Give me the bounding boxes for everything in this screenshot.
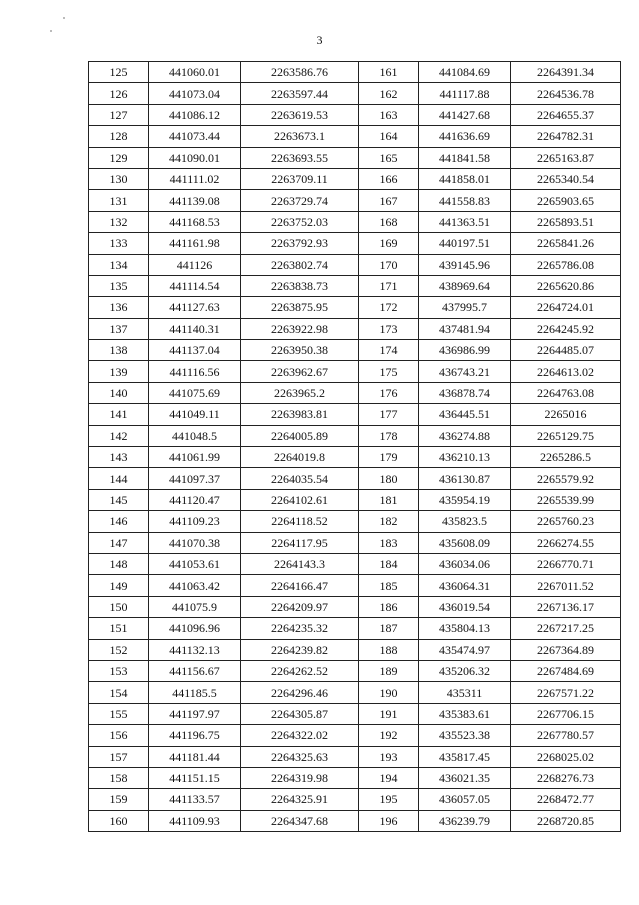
table-row xyxy=(359,553,621,574)
x-coordinate-cell: 435608.09 xyxy=(419,532,511,553)
table-row xyxy=(359,211,621,232)
table-row xyxy=(89,532,359,553)
point-number-cell: 138 xyxy=(89,340,149,361)
point-number-cell: 183 xyxy=(359,532,419,553)
point-number-cell: 155 xyxy=(89,703,149,724)
y-coordinate-cell: 2264724.01 xyxy=(511,297,621,318)
point-number-cell: 137 xyxy=(89,318,149,339)
table-row xyxy=(89,425,359,446)
point-number-cell: 163 xyxy=(359,104,419,125)
table-row xyxy=(89,382,359,403)
y-coordinate-cell: 2264239.82 xyxy=(241,639,359,660)
x-coordinate-cell: 436021.35 xyxy=(419,767,511,788)
point-number-cell: 136 xyxy=(89,297,149,318)
table-row xyxy=(359,254,621,275)
x-coordinate-cell: 441841.58 xyxy=(419,147,511,168)
x-coordinate-cell: 441075.69 xyxy=(149,382,241,403)
x-coordinate-cell: 441156.67 xyxy=(149,660,241,681)
table-row xyxy=(89,703,359,724)
table-row xyxy=(359,682,621,703)
y-coordinate-cell: 2265903.65 xyxy=(511,190,621,211)
y-coordinate-cell: 2264763.08 xyxy=(511,382,621,403)
point-number-cell: 192 xyxy=(359,725,419,746)
y-coordinate-cell: 2265016 xyxy=(511,404,621,425)
table-row xyxy=(89,83,359,104)
x-coordinate-cell: 441109.93 xyxy=(149,810,241,831)
y-coordinate-cell: 2268276.73 xyxy=(511,767,621,788)
point-number-cell: 170 xyxy=(359,254,419,275)
x-coordinate-cell: 441053.61 xyxy=(149,553,241,574)
y-coordinate-cell: 2263965.2 xyxy=(241,382,359,403)
table-row xyxy=(359,83,621,104)
table-row xyxy=(359,511,621,532)
x-coordinate-cell: 441168.53 xyxy=(149,211,241,232)
point-number-cell: 157 xyxy=(89,746,149,767)
y-coordinate-cell: 2264005.89 xyxy=(241,425,359,446)
x-coordinate-cell: 441196.75 xyxy=(149,725,241,746)
table-row xyxy=(89,810,359,831)
x-coordinate-cell: 436130.87 xyxy=(419,468,511,489)
y-coordinate-cell: 2265893.51 xyxy=(511,211,621,232)
table-body-left xyxy=(89,62,359,832)
x-coordinate-cell: 436034.06 xyxy=(419,553,511,574)
y-coordinate-cell: 2264035.54 xyxy=(241,468,359,489)
x-coordinate-cell: 441139.08 xyxy=(149,190,241,211)
point-number-cell: 127 xyxy=(89,104,149,125)
point-number-cell: 135 xyxy=(89,275,149,296)
x-coordinate-cell: 436019.54 xyxy=(419,596,511,617)
y-coordinate-cell: 2265286.5 xyxy=(511,447,621,468)
point-number-cell: 193 xyxy=(359,746,419,767)
table-row xyxy=(359,233,621,254)
table-row xyxy=(89,511,359,532)
x-coordinate-cell: 436064.31 xyxy=(419,575,511,596)
table-row xyxy=(359,575,621,596)
table-row xyxy=(359,104,621,125)
table-row xyxy=(89,318,359,339)
page-number: 3 xyxy=(316,33,323,47)
x-coordinate-cell: 441070.38 xyxy=(149,532,241,553)
point-number-cell: 126 xyxy=(89,83,149,104)
point-number-cell: 125 xyxy=(89,62,149,83)
table-row xyxy=(89,489,359,510)
x-coordinate-cell: 441132.13 xyxy=(149,639,241,660)
table-row xyxy=(89,254,359,275)
table-row xyxy=(359,725,621,746)
x-coordinate-cell: 441185.5 xyxy=(149,682,241,703)
point-number-cell: 162 xyxy=(359,83,419,104)
point-number-cell: 166 xyxy=(359,168,419,189)
y-coordinate-cell: 2265340.54 xyxy=(511,168,621,189)
y-coordinate-cell: 2266274.55 xyxy=(511,532,621,553)
table-row xyxy=(89,725,359,746)
x-coordinate-cell: 441090.01 xyxy=(149,147,241,168)
point-number-cell: 173 xyxy=(359,318,419,339)
table-row xyxy=(359,275,621,296)
table-row xyxy=(89,767,359,788)
y-coordinate-cell: 2264143.3 xyxy=(241,553,359,574)
x-coordinate-cell: 435823.5 xyxy=(419,511,511,532)
coordinates-table-left xyxy=(88,61,359,832)
table-row xyxy=(89,211,359,232)
y-coordinate-cell: 2264262.52 xyxy=(241,660,359,681)
table-row xyxy=(89,404,359,425)
y-coordinate-cell: 2263983.81 xyxy=(241,404,359,425)
point-number-cell: 154 xyxy=(89,682,149,703)
table-row xyxy=(359,126,621,147)
y-coordinate-cell: 2265579.92 xyxy=(511,468,621,489)
table-row xyxy=(89,62,359,83)
y-coordinate-cell: 2264166.47 xyxy=(241,575,359,596)
y-coordinate-cell: 2267217.25 xyxy=(511,618,621,639)
table-row xyxy=(359,703,621,724)
point-number-cell: 178 xyxy=(359,425,419,446)
table-row xyxy=(359,618,621,639)
point-number-cell: 130 xyxy=(89,168,149,189)
point-number-cell: 150 xyxy=(89,596,149,617)
point-number-cell: 190 xyxy=(359,682,419,703)
y-coordinate-cell: 2268720.85 xyxy=(511,810,621,831)
y-coordinate-cell: 2265163.87 xyxy=(511,147,621,168)
y-coordinate-cell: 2267364.89 xyxy=(511,639,621,660)
table-row xyxy=(89,553,359,574)
table-row xyxy=(89,168,359,189)
table-row xyxy=(89,275,359,296)
table-row xyxy=(359,340,621,361)
y-coordinate-cell: 2268472.77 xyxy=(511,789,621,810)
table-row xyxy=(89,297,359,318)
point-number-cell: 184 xyxy=(359,553,419,574)
point-number-cell: 160 xyxy=(89,810,149,831)
y-coordinate-cell: 2267571.22 xyxy=(511,682,621,703)
point-number-cell: 153 xyxy=(89,660,149,681)
point-number-cell: 191 xyxy=(359,703,419,724)
x-coordinate-cell: 441086.12 xyxy=(149,104,241,125)
x-coordinate-cell: 441084.69 xyxy=(419,62,511,83)
table-row xyxy=(359,639,621,660)
point-number-cell: 167 xyxy=(359,190,419,211)
point-number-cell: 187 xyxy=(359,618,419,639)
table-row xyxy=(89,104,359,125)
point-number-cell: 177 xyxy=(359,404,419,425)
x-coordinate-cell: 441116.56 xyxy=(149,361,241,382)
x-coordinate-cell: 435311 xyxy=(419,682,511,703)
y-coordinate-cell: 2263802.74 xyxy=(241,254,359,275)
y-coordinate-cell: 2263586.76 xyxy=(241,62,359,83)
scan-speck xyxy=(63,17,65,19)
point-number-cell: 194 xyxy=(359,767,419,788)
table-row xyxy=(359,318,621,339)
point-number-cell: 182 xyxy=(359,511,419,532)
point-number-cell: 181 xyxy=(359,489,419,510)
point-number-cell: 129 xyxy=(89,147,149,168)
point-number-cell: 133 xyxy=(89,233,149,254)
x-coordinate-cell: 441061.99 xyxy=(149,447,241,468)
x-coordinate-cell: 441140.31 xyxy=(149,318,241,339)
y-coordinate-cell: 2263709.11 xyxy=(241,168,359,189)
y-coordinate-cell: 2263962.67 xyxy=(241,361,359,382)
point-number-cell: 156 xyxy=(89,725,149,746)
y-coordinate-cell: 2267136.17 xyxy=(511,596,621,617)
x-coordinate-cell: 441161.98 xyxy=(149,233,241,254)
point-number-cell: 189 xyxy=(359,660,419,681)
x-coordinate-cell: 436743.21 xyxy=(419,361,511,382)
x-coordinate-cell: 441858.01 xyxy=(419,168,511,189)
point-number-cell: 141 xyxy=(89,404,149,425)
point-number-cell: 149 xyxy=(89,575,149,596)
x-coordinate-cell: 441063.42 xyxy=(149,575,241,596)
point-number-cell: 164 xyxy=(359,126,419,147)
table-row xyxy=(359,382,621,403)
y-coordinate-cell: 2264235.32 xyxy=(241,618,359,639)
point-number-cell: 140 xyxy=(89,382,149,403)
x-coordinate-cell: 441558.83 xyxy=(419,190,511,211)
x-coordinate-cell: 435954.19 xyxy=(419,489,511,510)
table-row xyxy=(359,168,621,189)
table-row xyxy=(89,468,359,489)
table-row xyxy=(359,404,621,425)
point-number-cell: 175 xyxy=(359,361,419,382)
point-number-cell: 146 xyxy=(89,511,149,532)
point-number-cell: 188 xyxy=(359,639,419,660)
table-row xyxy=(359,361,621,382)
x-coordinate-cell: 441114.54 xyxy=(149,275,241,296)
point-number-cell: 143 xyxy=(89,447,149,468)
table-row xyxy=(359,660,621,681)
x-coordinate-cell: 441363.51 xyxy=(419,211,511,232)
x-coordinate-cell: 441126 xyxy=(149,254,241,275)
table-row xyxy=(359,147,621,168)
table-row xyxy=(359,190,621,211)
point-number-cell: 131 xyxy=(89,190,149,211)
x-coordinate-cell: 441109.23 xyxy=(149,511,241,532)
table-row xyxy=(359,468,621,489)
x-coordinate-cell: 441127.63 xyxy=(149,297,241,318)
table-body-right xyxy=(359,62,621,832)
table-row xyxy=(89,596,359,617)
x-coordinate-cell: 436274.88 xyxy=(419,425,511,446)
point-number-cell: 196 xyxy=(359,810,419,831)
table-row xyxy=(359,489,621,510)
point-number-cell: 128 xyxy=(89,126,149,147)
y-coordinate-cell: 2264019.8 xyxy=(241,447,359,468)
x-coordinate-cell: 441133.57 xyxy=(149,789,241,810)
table-row xyxy=(359,425,621,446)
y-coordinate-cell: 2264209.97 xyxy=(241,596,359,617)
point-number-cell: 171 xyxy=(359,275,419,296)
x-coordinate-cell: 441097.37 xyxy=(149,468,241,489)
point-number-cell: 158 xyxy=(89,767,149,788)
x-coordinate-cell: 435817.45 xyxy=(419,746,511,767)
table-row xyxy=(359,767,621,788)
x-coordinate-cell: 436057.05 xyxy=(419,789,511,810)
y-coordinate-cell: 2263792.93 xyxy=(241,233,359,254)
y-coordinate-cell: 2267484.69 xyxy=(511,660,621,681)
x-coordinate-cell: 441120.47 xyxy=(149,489,241,510)
x-coordinate-cell: 436445.51 xyxy=(419,404,511,425)
x-coordinate-cell: 441075.9 xyxy=(149,596,241,617)
x-coordinate-cell: 436239.79 xyxy=(419,810,511,831)
y-coordinate-cell: 2264305.87 xyxy=(241,703,359,724)
y-coordinate-cell: 2264296.46 xyxy=(241,682,359,703)
point-number-cell: 147 xyxy=(89,532,149,553)
y-coordinate-cell: 2264485.07 xyxy=(511,340,621,361)
y-coordinate-cell: 2264655.37 xyxy=(511,104,621,125)
x-coordinate-cell: 435804.13 xyxy=(419,618,511,639)
point-number-cell: 180 xyxy=(359,468,419,489)
y-coordinate-cell: 2267706.15 xyxy=(511,703,621,724)
x-coordinate-cell: 441096.96 xyxy=(149,618,241,639)
y-coordinate-cell: 2265760.23 xyxy=(511,511,621,532)
point-number-cell: 195 xyxy=(359,789,419,810)
x-coordinate-cell: 441181.44 xyxy=(149,746,241,767)
x-coordinate-cell: 441049.11 xyxy=(149,404,241,425)
table-row xyxy=(89,190,359,211)
x-coordinate-cell: 441137.04 xyxy=(149,340,241,361)
y-coordinate-cell: 2265786.08 xyxy=(511,254,621,275)
y-coordinate-cell: 2265539.99 xyxy=(511,489,621,510)
table-row xyxy=(89,340,359,361)
y-coordinate-cell: 2263950.38 xyxy=(241,340,359,361)
table-row xyxy=(359,810,621,831)
y-coordinate-cell: 2264325.91 xyxy=(241,789,359,810)
point-number-cell: 168 xyxy=(359,211,419,232)
y-coordinate-cell: 2264536.78 xyxy=(511,83,621,104)
table-row xyxy=(359,789,621,810)
x-coordinate-cell: 441048.5 xyxy=(149,425,241,446)
table-row xyxy=(359,596,621,617)
y-coordinate-cell: 2267780.57 xyxy=(511,725,621,746)
point-number-cell: 148 xyxy=(89,553,149,574)
y-coordinate-cell: 2263597.44 xyxy=(241,83,359,104)
table-row xyxy=(89,746,359,767)
table-row xyxy=(359,297,621,318)
table-row xyxy=(89,682,359,703)
x-coordinate-cell: 441060.01 xyxy=(149,62,241,83)
x-coordinate-cell: 436210.13 xyxy=(419,447,511,468)
point-number-cell: 186 xyxy=(359,596,419,617)
y-coordinate-cell: 2265841.26 xyxy=(511,233,621,254)
table-row xyxy=(89,789,359,810)
x-coordinate-cell: 441427.68 xyxy=(419,104,511,125)
y-coordinate-cell: 2267011.52 xyxy=(511,575,621,596)
table-row xyxy=(89,147,359,168)
point-number-cell: 159 xyxy=(89,789,149,810)
y-coordinate-cell: 2265620.86 xyxy=(511,275,621,296)
y-coordinate-cell: 2264391.34 xyxy=(511,62,621,83)
y-coordinate-cell: 2266770.71 xyxy=(511,553,621,574)
x-coordinate-cell: 435523.38 xyxy=(419,725,511,746)
x-coordinate-cell: 438969.64 xyxy=(419,275,511,296)
point-number-cell: 161 xyxy=(359,62,419,83)
y-coordinate-cell: 2264347.68 xyxy=(241,810,359,831)
point-number-cell: 176 xyxy=(359,382,419,403)
point-number-cell: 142 xyxy=(89,425,149,446)
table-row xyxy=(89,233,359,254)
y-coordinate-cell: 2263729.74 xyxy=(241,190,359,211)
table-row xyxy=(89,126,359,147)
point-number-cell: 179 xyxy=(359,447,419,468)
y-coordinate-cell: 2264325.63 xyxy=(241,746,359,767)
point-number-cell: 134 xyxy=(89,254,149,275)
y-coordinate-cell: 2264102.61 xyxy=(241,489,359,510)
x-coordinate-cell: 435206.32 xyxy=(419,660,511,681)
x-coordinate-cell: 436986.99 xyxy=(419,340,511,361)
point-number-cell: 139 xyxy=(89,361,149,382)
x-coordinate-cell: 435474.97 xyxy=(419,639,511,660)
table-row xyxy=(359,532,621,553)
y-coordinate-cell: 2263619.53 xyxy=(241,104,359,125)
table-row xyxy=(89,361,359,382)
table-row xyxy=(359,746,621,767)
coordinates-table-right xyxy=(358,61,621,832)
point-number-cell: 185 xyxy=(359,575,419,596)
y-coordinate-cell: 2264322.02 xyxy=(241,725,359,746)
point-number-cell: 151 xyxy=(89,618,149,639)
point-number-cell: 165 xyxy=(359,147,419,168)
x-coordinate-cell: 436878.74 xyxy=(419,382,511,403)
y-coordinate-cell: 2264782.31 xyxy=(511,126,621,147)
x-coordinate-cell: 441117.88 xyxy=(419,83,511,104)
x-coordinate-cell: 441111.02 xyxy=(149,168,241,189)
table-row xyxy=(359,62,621,83)
x-coordinate-cell: 439145.96 xyxy=(419,254,511,275)
x-coordinate-cell: 440197.51 xyxy=(419,233,511,254)
table-row xyxy=(89,660,359,681)
point-number-cell: 132 xyxy=(89,211,149,232)
y-coordinate-cell: 2263673.1 xyxy=(241,126,359,147)
x-coordinate-cell: 441197.97 xyxy=(149,703,241,724)
x-coordinate-cell: 437995.7 xyxy=(419,297,511,318)
y-coordinate-cell: 2263693.55 xyxy=(241,147,359,168)
point-number-cell: 172 xyxy=(359,297,419,318)
y-coordinate-cell: 2263875.95 xyxy=(241,297,359,318)
x-coordinate-cell: 441151.15 xyxy=(149,767,241,788)
x-coordinate-cell: 435383.61 xyxy=(419,703,511,724)
table-row xyxy=(89,618,359,639)
y-coordinate-cell: 2263922.98 xyxy=(241,318,359,339)
y-coordinate-cell: 2264319.98 xyxy=(241,767,359,788)
y-coordinate-cell: 2263752.03 xyxy=(241,211,359,232)
y-coordinate-cell: 2263838.73 xyxy=(241,275,359,296)
table-row xyxy=(89,639,359,660)
y-coordinate-cell: 2264117.95 xyxy=(241,532,359,553)
x-coordinate-cell: 441636.69 xyxy=(419,126,511,147)
point-number-cell: 145 xyxy=(89,489,149,510)
y-coordinate-cell: 2264613.02 xyxy=(511,361,621,382)
point-number-cell: 152 xyxy=(89,639,149,660)
table-row xyxy=(89,447,359,468)
table-row xyxy=(89,575,359,596)
x-coordinate-cell: 441073.44 xyxy=(149,126,241,147)
y-coordinate-cell: 2265129.75 xyxy=(511,425,621,446)
point-number-cell: 174 xyxy=(359,340,419,361)
y-coordinate-cell: 2264118.52 xyxy=(241,511,359,532)
y-coordinate-cell: 2268025.02 xyxy=(511,746,621,767)
point-number-cell: 169 xyxy=(359,233,419,254)
x-coordinate-cell: 437481.94 xyxy=(419,318,511,339)
point-number-cell: 144 xyxy=(89,468,149,489)
x-coordinate-cell: 441073.04 xyxy=(149,83,241,104)
table-row xyxy=(359,447,621,468)
y-coordinate-cell: 2264245.92 xyxy=(511,318,621,339)
scan-speck xyxy=(50,30,52,32)
